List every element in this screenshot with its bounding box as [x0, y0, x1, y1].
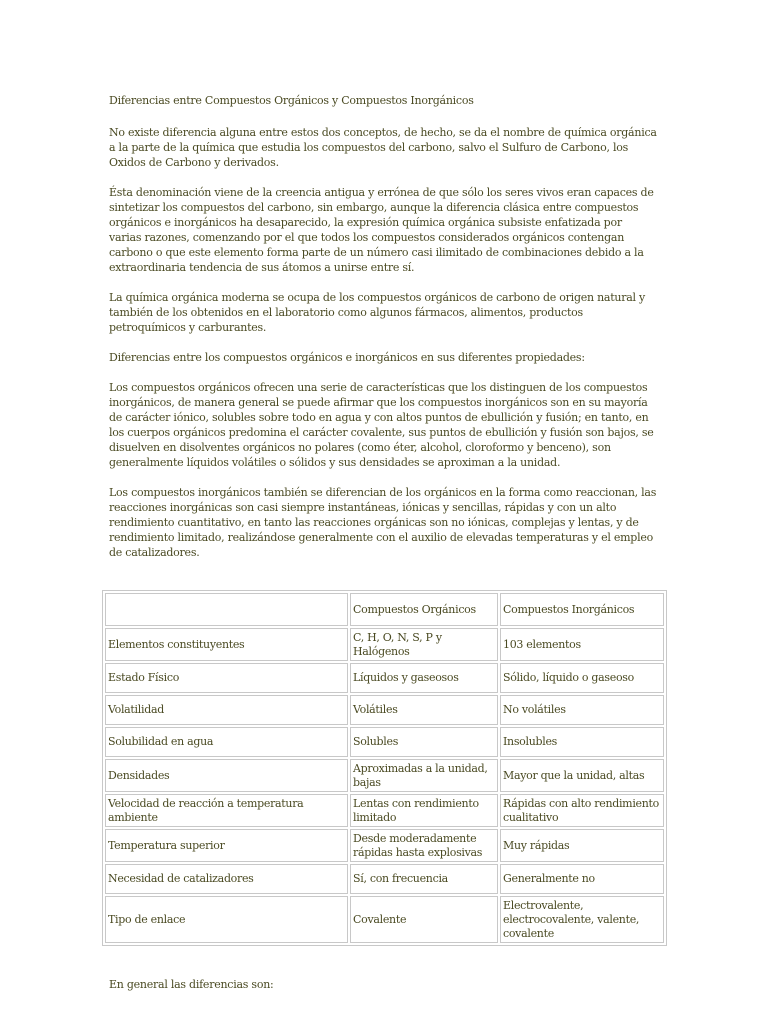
table-cell: Volátiles	[350, 695, 498, 725]
table-cell: Volatilidad	[105, 695, 348, 725]
table-cell: Aproximadas a la unidad, bajas	[350, 759, 498, 792]
document-title: Diferencias entre Compuestos Orgánicos y Compuestos Inorgánicos	[109, 94, 474, 107]
table-header-cell	[105, 593, 348, 626]
table-cell: Temperatura superior	[105, 829, 348, 862]
paragraph: La química orgánica moderna se ocupa de los compuestos orgánicos de carbono de origen natural y también de los obtenidos en el laboratorio como algunos fármacos, alimentos, productos petroquímicos y carburantes.	[109, 291, 646, 334]
table-cell: Líquidos y gaseosos	[350, 663, 498, 693]
table-header-row	[105, 593, 664, 626]
table-cell: Estado Físico	[105, 663, 348, 693]
table-cell: Insolubles	[500, 727, 664, 757]
table-row	[105, 896, 664, 943]
comparison-table-wrapper	[102, 590, 665, 946]
table-cell: Desde moderadamente rápidas hasta explosivas	[350, 829, 498, 862]
paragraph: Los compuestos inorgánicos también se diferencian de los orgánicos en la forma como reaccionan, las reacciones inorgánicas son casi siempre instantáneas, iónicas y sencillas, rápidas y con un alto rendimiento cuantitativo, en tanto las reacciones orgánicas son no iónicas, complejas y lentas, y de rendimiento limitado, realizándose generalmente con el auxilio de elevadas temperaturas y el empleo de catalizadores.	[109, 486, 657, 559]
table-cell: Tipo de enlace	[105, 896, 348, 943]
table-cell: Muy rápidas	[500, 829, 664, 862]
table-cell: Sólido, líquido o gaseoso	[500, 663, 664, 693]
table-cell: Densidades	[105, 759, 348, 792]
table-row	[105, 829, 664, 862]
table-row	[105, 794, 664, 827]
table-cell: Rápidas con alto rendimiento cualitativo	[500, 794, 664, 827]
table-row	[105, 663, 664, 693]
table-row	[105, 864, 664, 894]
table-cell: Solubles	[350, 727, 498, 757]
comparison-table	[102, 590, 667, 946]
table-cell: Covalente	[350, 896, 498, 943]
table-cell: Velocidad de reacción a temperatura ambiente	[105, 794, 348, 827]
table-cell: Sí, con frecuencia	[350, 864, 498, 894]
table-cell: C, H, O, N, S, P y Halógenos	[350, 628, 498, 661]
table-row	[105, 628, 664, 661]
table-cell: Necesidad de catalizadores	[105, 864, 348, 894]
table-cell: Solubilidad en agua	[105, 727, 348, 757]
table-header-cell: Compuestos Inorgánicos	[500, 593, 664, 626]
paragraph: Ésta denominación viene de la creencia antigua y errónea de que sólo los seres vivos eran capaces de sintetizar los compuestos del carbono, sin embargo, aunque la diferencia clásica entre compuestos orgánicos e inorgánicos ha desaparecido, la expresión química orgánica subsiste enfatizada por varias razones, comenzando por el que todos los compuestos considerados orgánicos contengan carbono o que este elemento forma parte de un número casi ilimitado de combinaciones debido a la extraordinaria tendencia de sus átomos a unirse entre sí.	[109, 186, 654, 274]
table-cell: Electrovalente, electrocovalente, valente, covalente	[500, 896, 664, 943]
table-row	[105, 695, 664, 725]
section-heading: Diferencias entre los compuestos orgánicos e inorgánicos en sus diferentes propiedades:	[109, 351, 585, 364]
table-cell: Generalmente no	[500, 864, 664, 894]
table-row	[105, 727, 664, 757]
table-header-cell: Compuestos Orgánicos	[350, 593, 498, 626]
paragraph: Los compuestos orgánicos ofrecen una serie de características que los distinguen de los compuestos inorgánicos, de manera general se puede afirmar que los compuestos inorgánicos son en su mayoría de carácter iónico, solubles sobre todo en agua y con altos puntos de ebullición y fusión; en tanto, en los cuerpos orgánicos predomina el carácter covalente, sus puntos de ebullición y fusión son bajos, se disuelven en disolventes orgánicos no polares (como éter, alcohol, cloroformo y benceno), son generalmente líquidos volátiles o sólidos y sus densidades se aproximan a la unidad.	[109, 381, 654, 469]
table-row	[105, 759, 664, 792]
paragraph: No existe diferencia alguna entre estos dos conceptos, de hecho, se da el nombre de química orgánica a la parte de la química que estudia los compuestos del carbono, salvo el Sulfuro de Carbono, los Oxidos de Carbono y derivados.	[109, 126, 657, 169]
table-cell: Mayor que la unidad, altas	[500, 759, 664, 792]
closing-text: En general las diferencias son:	[109, 978, 274, 991]
table-cell: 103 elementos	[500, 628, 664, 661]
table-cell: Elementos constituyentes	[105, 628, 348, 661]
table-cell: No volátiles	[500, 695, 664, 725]
table-cell: Lentas con rendimiento limitado	[350, 794, 498, 827]
document-body	[109, 93, 657, 575]
